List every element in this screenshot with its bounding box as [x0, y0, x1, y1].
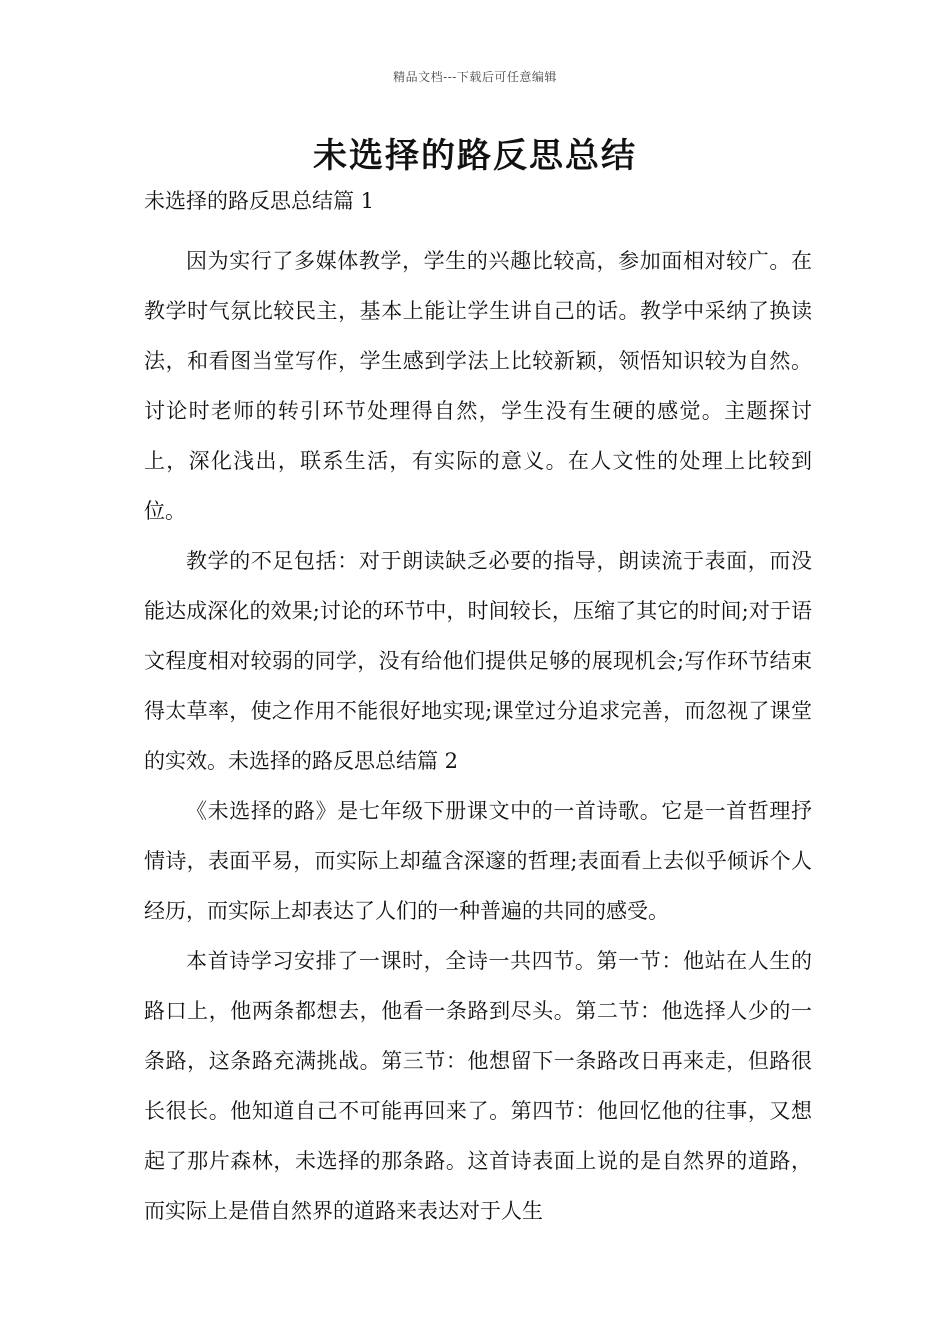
paragraph-2: 教学的不足包括：对于朗读缺乏必要的指导，朗读流于表面，而没能达成深化的效果;讨论的环节中，时间较长，压缩了其它的时间;对于语文程度相对较弱的同学，没有给他们提供足够的展现机会;写作环节结束得太草率，使之作用不能很好地实现;课堂过分追求完善，而忽视了课堂的实效。未选择的路反思总结篇 2: [144, 549, 812, 773]
header-note: 精品文档---下载后可任意编辑: [393, 70, 557, 84]
section-heading: 未选择的路反思总结篇 1: [144, 189, 375, 213]
document-title: 未选择的路反思总结: [313, 136, 637, 176]
paragraph-3: 《未选择的路》是七年级下册课文中的一首诗歌。它是一首哲理抒情诗，表面平易，而实际上却蕴含深邃的哲理;表面看上去似乎倾诉个人经历，而实际上却表达了人们的一种普遍的共同的感受。: [144, 799, 812, 923]
document-body: [144, 186, 812, 1236]
paragraph-1: 因为实行了多媒体教学，学生的兴趣比较高，参加面相对较广。在教学时气氛比较民主，基本上能让学生讲自己的话。教学中采纳了换读法，和看图当堂写作，学生感到学法上比较新颖，领悟知识较为自然。讨论时老师的转引环节处理得自然，学生没有生硬的感觉。主题探讨上，深化浅出，联系生活，有实际的意义。在人文性的处理上比较到位。: [144, 249, 812, 523]
paragraph-4: 本首诗学习安排了一课时，全诗一共四节。第一节：他站在人生的路口上，他两条都想去，他看一条路到尽头。第二节：他选择人少的一条路，这条路充满挑战。第三节：他想留下一条路改日再来走，但路很长很长。他知道自己不可能再回来了。第四节：他回忆他的往事，又想起了那片森林，未选择的那条路。这首诗表面上说的是自然界的道路，而实际上是借自然界的道路来表达对于人生: [144, 949, 812, 1223]
